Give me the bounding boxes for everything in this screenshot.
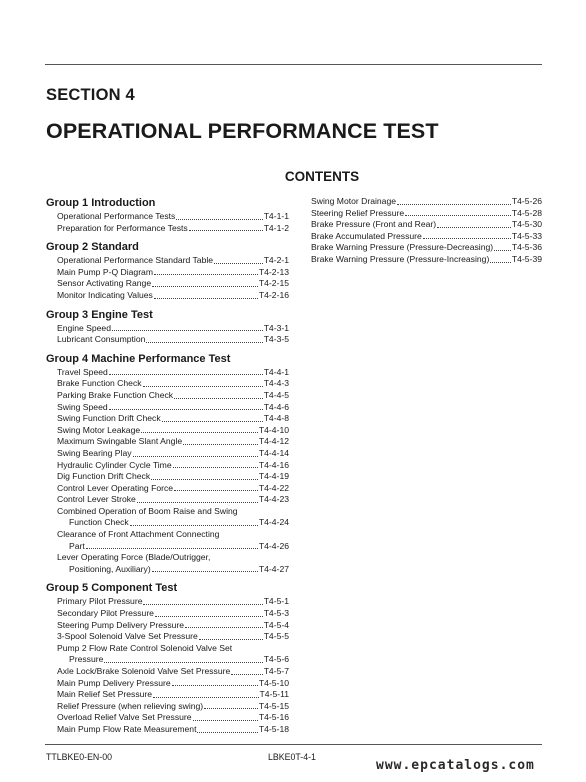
toc-entry[interactable] [46, 552, 289, 575]
toc-entry-title: Combined Operation of Boom Raise and Swing [57, 505, 238, 516]
toc-entry-page: T4-4-8 [263, 413, 289, 424]
toc-entry-continuation [57, 517, 289, 529]
toc-entry[interactable] [46, 724, 289, 736]
toc-entry[interactable] [46, 367, 289, 379]
toc-entry-continuation [57, 564, 289, 576]
toc-leader-dots [130, 525, 258, 526]
toc-right-column [311, 196, 542, 266]
toc-entry-page: T4-5-16 [258, 712, 289, 723]
toc-leader-dots [151, 479, 258, 480]
toc-leader-dots [133, 456, 258, 457]
toc-entry-title: Swing Speed [57, 401, 108, 412]
toc-leader-dots [155, 616, 263, 617]
toc-entry-page: T4-4-10 [258, 424, 289, 435]
toc-entry-page: T4-5-10 [258, 677, 289, 688]
toc-entry[interactable] [46, 436, 289, 448]
toc-entry-title: Parking Brake Function Check [57, 389, 174, 400]
toc-entry[interactable] [46, 643, 289, 666]
toc-entry-title: Clearance of Front Attachment Connecting [57, 529, 220, 540]
toc-entry-page: T4-5-28 [511, 207, 542, 218]
toc-leader-dots [152, 286, 258, 287]
toc-leader-dots [143, 604, 262, 605]
toc-entry-page: T4-5-36 [511, 242, 542, 253]
toc-entry-page: T4-4-23 [258, 494, 289, 505]
toc-entry-title: Axle Lock/Brake Solenoid Valve Set Pressure [57, 666, 231, 676]
toc-entry-page: T4-4-26 [258, 540, 289, 551]
toc-entry-title: Brake Warning Pressure (Pressure-Decreasing) [311, 242, 494, 253]
toc-entry-title: Preparation for Performance Tests [57, 222, 188, 233]
toc-entry-title: Maximum Swingable Slant Angle [57, 436, 183, 447]
toc-entry-title: Operational Performance Standard Table [57, 255, 214, 266]
toc-entry-title: Swing Motor Drainage [311, 196, 397, 206]
toc-entry-page: T4-2-1 [263, 255, 289, 266]
toc-group-title: Group 1 Introduction [46, 197, 156, 209]
toc-leader-dots [183, 444, 258, 445]
toc-entry[interactable] [311, 231, 542, 243]
toc-group-title: Group 2 Standard [46, 241, 139, 254]
toc-entry-title: Main Pump Delivery Pressure [57, 677, 171, 688]
toc-leader-dots [173, 467, 258, 468]
toc-entry-continuation [57, 654, 289, 666]
toc-left-column [46, 196, 289, 742]
toc-entry-title: Dig Function Drift Check [57, 471, 151, 482]
toc-leader-dots [152, 571, 258, 572]
toc-entry-title: Brake Pressure (Front and Rear) [311, 219, 437, 230]
toc-entry[interactable] [46, 290, 289, 302]
toc-leader-dots [141, 432, 258, 433]
toc-entry-page: T4-4-1 [263, 366, 289, 377]
toc-entry-page: T4-5-1 [263, 596, 289, 607]
toc-group-title: Group 3 Engine Test [46, 308, 153, 321]
toc-entry-title: Main Relief Set Pressure [57, 689, 153, 700]
toc-leader-dots [185, 627, 263, 628]
toc-leader-dots [146, 342, 262, 343]
toc-entry[interactable] [46, 390, 289, 402]
toc-entry-page: T4-2-13 [258, 266, 289, 277]
toc-entry-continuation [57, 541, 289, 553]
toc-entry-page: T4-5-30 [511, 219, 542, 230]
toc-entry-page: T4-5-7 [263, 666, 289, 676]
toc-entry-title: Control Lever Operating Force [57, 482, 174, 493]
toc-entry-title-cont: Pressure [69, 654, 104, 665]
toc-entry[interactable] [46, 483, 289, 495]
toc-entry-page: T4-5-4 [263, 619, 289, 630]
toc-entry-page: T4-4-12 [258, 436, 289, 447]
toc-entry-page: T4-5-33 [511, 230, 542, 241]
toc-entry[interactable] [46, 211, 289, 223]
toc-leader-dots [490, 262, 511, 263]
toc-leader-dots [174, 490, 258, 491]
toc-leader-dots [137, 502, 258, 503]
toc-leader-dots [109, 409, 263, 410]
toc-entry-title: Primary Pilot Pressure [57, 596, 143, 607]
toc-entry[interactable] [46, 689, 289, 701]
toc-leader-dots [143, 386, 263, 387]
contents-heading: CONTENTS [284, 169, 360, 184]
toc-entry-title: Main Pump P-Q Diagram [57, 266, 153, 277]
toc-entry-page: T4-1-2 [263, 222, 289, 233]
toc-entry[interactable] [311, 254, 542, 266]
toc-entry[interactable] [46, 223, 289, 235]
toc-entry-page: T4-4-3 [263, 378, 289, 389]
footer-page-number: LBKE0T-4-1 [268, 752, 316, 762]
toc-group-title: Group 4 Machine Performance Test [46, 352, 231, 365]
toc-entry-title: Travel Speed [57, 366, 108, 377]
toc-entry[interactable] [46, 413, 289, 425]
toc-group [46, 308, 289, 346]
toc-entry[interactable] [46, 678, 289, 690]
toc-leader-dots [112, 330, 263, 331]
section-label: SECTION 4 [46, 86, 135, 104]
toc-entry[interactable] [311, 242, 542, 254]
toc-leader-dots [189, 230, 263, 231]
toc-leader-dots [423, 238, 511, 239]
toc-leader-dots [172, 685, 258, 686]
toc-entry[interactable] [46, 378, 289, 390]
toc-entry-title: Lubricant Consumption [57, 334, 146, 345]
toc-leader-dots [109, 374, 263, 375]
toc-entry[interactable] [46, 666, 289, 678]
toc-group [46, 352, 289, 576]
toc-entry-title: Swing Motor Leakage [57, 424, 141, 435]
bottom-rule [45, 744, 542, 745]
toc-leader-dots [153, 697, 258, 698]
toc-entry-page: T4-4-16 [258, 459, 289, 470]
toc-group [46, 240, 289, 301]
toc-entry-title: Sensor Activating Range [57, 278, 152, 289]
toc-entry[interactable] [46, 608, 289, 620]
toc-group [46, 196, 289, 234]
toc-entry-title: Engine Speed [57, 322, 111, 333]
toc-leader-dots [154, 274, 258, 275]
toc-entry-title: Operational Performance Tests [57, 211, 176, 221]
toc-entry[interactable] [46, 334, 289, 346]
toc-leader-dots [405, 215, 511, 216]
toc-entry-title: Control Lever Stroke [57, 494, 136, 505]
toc-entry-title: Swing Bearing Play [57, 447, 132, 458]
toc-entry[interactable] [46, 323, 289, 335]
toc-entry-title: Pump 2 Flow Rate Control Solenoid Valve Set [57, 642, 233, 653]
toc-entry[interactable] [46, 278, 289, 290]
toc-leader-dots [437, 227, 511, 228]
toc-entry-page: T4-4-14 [258, 447, 289, 458]
toc-entry-page: T4-5-26 [511, 196, 542, 206]
toc-leader-dots [199, 639, 263, 640]
toc-entry-title: Secondary Pilot Pressure [57, 608, 154, 619]
toc-leader-dots [176, 219, 262, 220]
toc-leader-dots [197, 732, 257, 733]
toc-entry[interactable] [46, 448, 289, 460]
toc-entry[interactable] [311, 208, 542, 220]
footer-document-code: TTLBKE0-EN-00 [46, 752, 112, 762]
toc-entry-page: T4-5-18 [258, 723, 289, 734]
toc-entry[interactable] [46, 529, 289, 552]
toc-entry-page: T4-4-19 [258, 471, 289, 482]
toc-entry-title: Brake Function Check [57, 378, 142, 389]
toc-leader-dots [162, 421, 263, 422]
toc-entry-title: Steering Pump Delivery Pressure [57, 619, 185, 630]
toc-leader-dots [231, 674, 262, 675]
toc-entry-title: 3-Spool Solenoid Valve Set Pressure [57, 631, 198, 642]
toc-entry[interactable] [46, 712, 289, 724]
toc-leader-dots [397, 204, 511, 205]
toc-entry[interactable] [46, 267, 289, 279]
toc-entry-title: Monitor Indicating Values [57, 289, 153, 300]
toc-entry-title: Hydraulic Cylinder Cycle Time [57, 459, 172, 470]
toc-leader-dots [86, 548, 258, 549]
toc-entry-title: Swing Function Drift Check [57, 413, 161, 424]
toc-entry-page: T4-4-27 [258, 563, 289, 574]
toc-entry[interactable] [46, 631, 289, 643]
toc-leader-dots [174, 398, 263, 399]
toc-entry[interactable] [46, 471, 289, 483]
toc-entry-title: Steering Relief Pressure [311, 207, 405, 218]
toc-entry-page: T4-2-16 [258, 289, 289, 300]
toc-entry[interactable] [46, 506, 289, 529]
toc-entry-title-cont: Function Check [69, 517, 129, 528]
toc-entry-title: Overload Relief Valve Set Pressure [57, 712, 192, 723]
toc-leader-dots [204, 708, 258, 709]
toc-entry[interactable] [46, 425, 289, 437]
toc-entry[interactable] [46, 255, 289, 267]
toc-entry[interactable] [46, 494, 289, 506]
toc-leader-dots [104, 662, 262, 663]
toc-entry-page: T4-5-15 [258, 700, 289, 711]
page-title: OPERATIONAL PERFORMANCE TEST [46, 119, 439, 143]
top-rule [45, 64, 542, 65]
toc-entry-title-cont: Positioning, Auxiliary) [69, 563, 151, 574]
toc-entry[interactable] [46, 596, 289, 608]
toc-entry-page: T4-5-3 [263, 608, 289, 619]
toc-entry-page: T4-5-6 [263, 654, 289, 665]
toc-entry-page: T4-4-24 [258, 517, 289, 528]
toc-entry-page: T4-5-11 [259, 689, 289, 700]
toc-leader-dots [494, 250, 511, 251]
toc-leader-dots [214, 263, 263, 264]
toc-entry-title: Brake Accumulated Pressure [311, 230, 422, 241]
toc-entry[interactable] [46, 620, 289, 632]
toc-entry-title-cont: Part [69, 540, 85, 551]
toc-leader-dots [193, 720, 258, 721]
toc-entry-page: T4-4-22 [258, 482, 289, 493]
toc-entry-title: Relief Pressure (when relieving swing) [57, 700, 204, 711]
toc-entry-page: T4-5-5 [263, 631, 289, 642]
toc-entry-page: T4-4-5 [263, 389, 289, 400]
toc-entry[interactable] [311, 196, 542, 208]
toc-entry-page: T4-5-39 [511, 253, 542, 264]
watermark: www.epcatalogs.com [376, 758, 535, 773]
toc-entry-page: T4-4-6 [263, 401, 289, 412]
toc-entry-title: Main Pump Flow Rate Measurement [57, 723, 197, 734]
toc-group-title: Group 5 Component Test [46, 582, 178, 595]
toc-entry-page: T4-3-5 [263, 334, 289, 345]
toc-entry[interactable] [46, 701, 289, 713]
toc-group [46, 581, 289, 735]
toc-leader-dots [154, 298, 258, 299]
toc-entry-page: T4-3-1 [263, 322, 289, 333]
toc-entry-page: T4-1-1 [263, 211, 289, 221]
toc-entry-title: Brake Warning Pressure (Pressure-Increasing) [311, 253, 490, 264]
toc-entry-page: T4-2-15 [258, 278, 289, 289]
toc-entry[interactable] [46, 460, 289, 472]
toc-entry-title: Lever Operating Force (Blade/Outrigger, [57, 552, 211, 563]
toc-entry[interactable] [311, 219, 542, 231]
toc-entry[interactable] [46, 402, 289, 414]
